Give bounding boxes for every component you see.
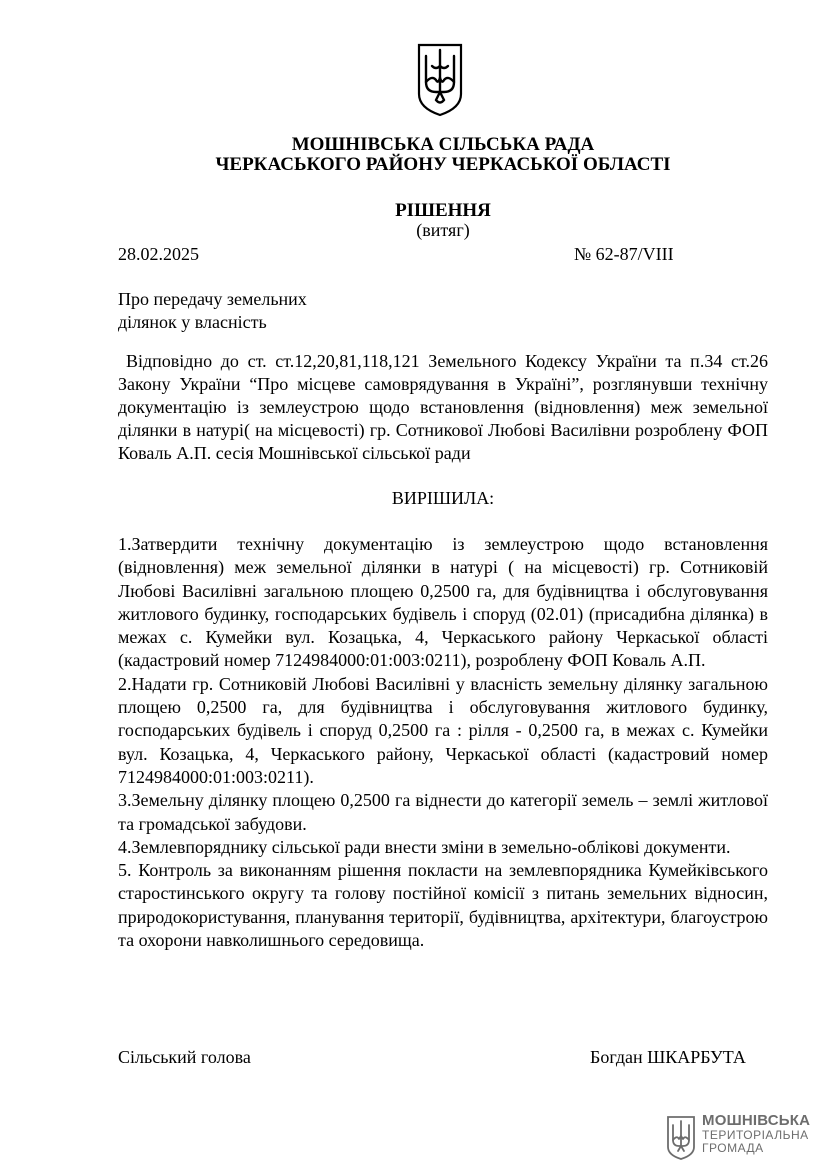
preamble-text: Відповідно до ст. ст.12,20,81,118,121 Земельного Кодексу України та п.34 ст.26 Закону України “Про місцеве самоврядування в Україні”, розглянувши технічну документацію із землеустрою щодо встановлення (відновлення) меж земельної ділянки в натурі( на місцевості) гр. Сотникової Любові Василівни розроблену ФОП Коваль А.П. сесія Мошнівської сільської ради <box>118 351 768 463</box>
document-subtitle: (витяг) <box>416 220 470 240</box>
district-name: ЧЕРКАСЬКОГО РАЙОНУ ЧЕРКАСЬКОЇ ОБЛАСТІ <box>215 154 671 175</box>
resolution-item: 3.Земельну ділянку площею 0,2500 га віднести до категорії земель – землі житлової та громадської забудови. <box>118 790 768 834</box>
document-date: 28.02.2025 <box>118 244 199 264</box>
subject-line: Про передачу земельних <box>118 289 307 309</box>
subject-line: ділянок у власність <box>118 312 267 332</box>
resolved-heading: ВИРІШИЛА: <box>391 488 495 508</box>
document-subject <box>118 288 307 334</box>
trident-icon <box>416 42 464 117</box>
resolution-item: 4.Землевпоряднику сільської ради внести зміни в земельно-облікові документи. <box>118 836 731 857</box>
watermark-line: МОШНІВСЬКА <box>702 1112 811 1129</box>
signatory-name: Богдан ШКАРБУТА <box>590 1047 746 1067</box>
watermark-text <box>702 1113 810 1155</box>
resolution-item: 5. Контроль за виконанням рішення покласти на землевпорядника Кумейківського старостинського округу та голову постійної комісії з питань земельних відносин, природокористування, планування території, будівництва, архітектури, благоустрою та охорони навколишнього середовища. <box>118 860 768 951</box>
watermark-line: ГРОМАДА <box>702 1141 764 1155</box>
document-number: № 62-87/VIII <box>574 244 674 264</box>
council-name: МОШНІВСЬКА СІЛЬСЬКА РАДА <box>291 134 595 155</box>
watermark-line: ТЕРИТОРІАЛЬНА <box>702 1128 809 1142</box>
resolution-item: 2.Надати гр. Сотниковій Любові Василівні у власність земельну ділянку загальною площею 0,2500 га, для будівництва і обслуговування житлового будинку, господарських будівель і споруд 0,2500 га : рілля - 0,2500 га, в межах с. Кумейки вул. Козацька, 4, Черкаського району, Черкаської області (кадастровий номер 7124984000:01:003:0211). <box>118 673 768 787</box>
community-watermark <box>666 1113 816 1163</box>
resolution-items <box>118 533 768 952</box>
document-title: РІШЕННЯ <box>395 200 491 221</box>
signatory-title: Сільський голова <box>118 1047 251 1067</box>
resolution-item: 1.Затвердити технічну документацію із землеустрою щодо встановлення (відновлення) меж земельної ділянки в натурі ( на місцевості) гр. Сотниковій Любові Василівні загальною площею 0,2500 га, для будівництва і обслуговування житлового будинку, господарських будівель і споруд (02.01) (присадибна ділянка) в межах с. Кумейки вул. Козацька, 4, Черкаського району Черкаської області (кадастровий номер 7124984000:01:003:0211), розроблену ФОП Коваль А.П. <box>118 534 768 671</box>
trident-logo-icon <box>666 1115 696 1161</box>
preamble <box>118 350 768 465</box>
